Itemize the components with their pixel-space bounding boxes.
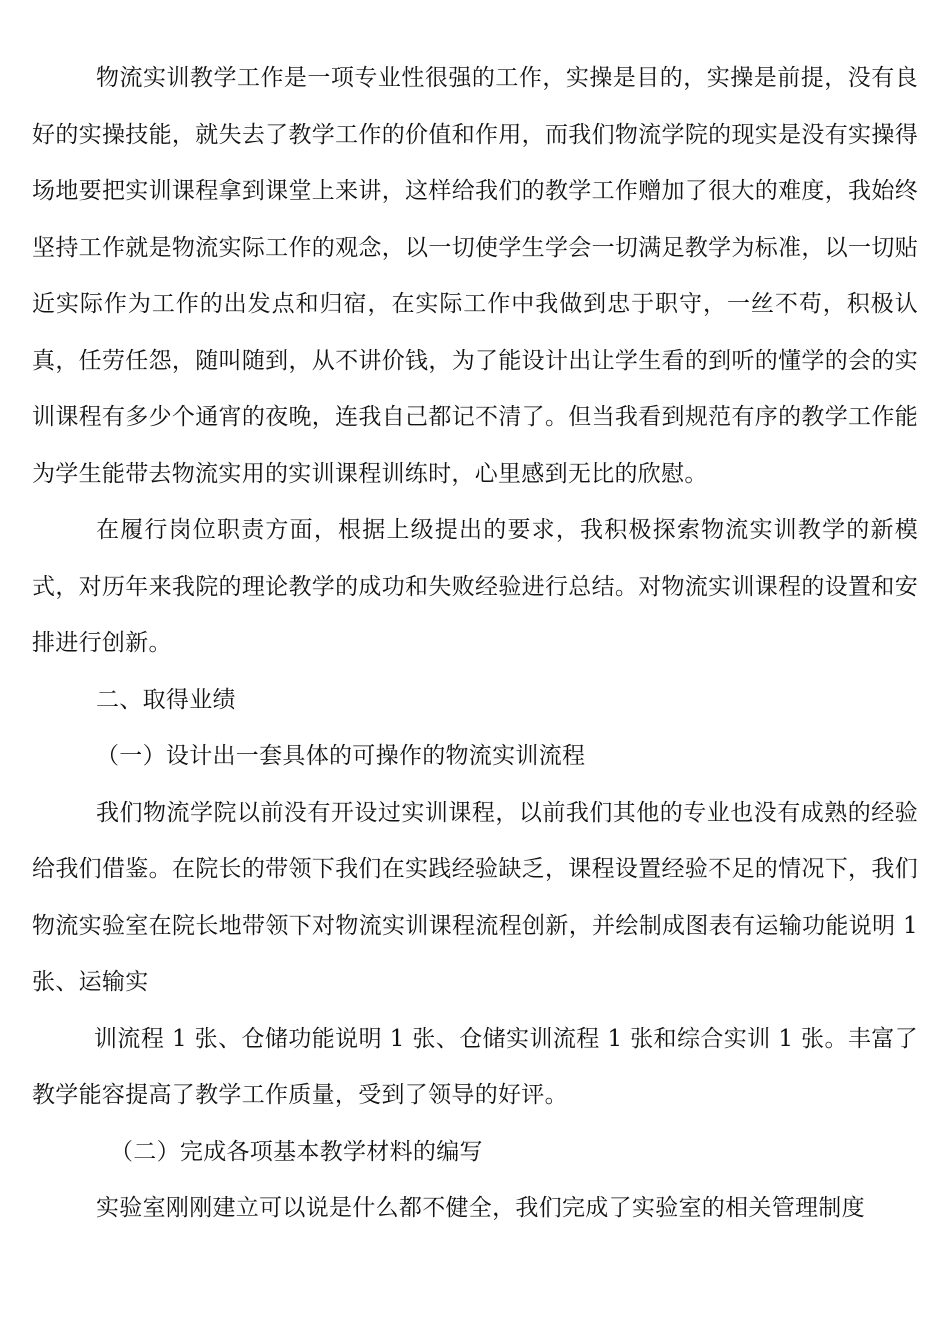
subsection-heading-teaching-materials: （二）完成各项基本教学材料的编写 [110, 1138, 483, 1165]
paragraph-lab-setup: 实验室刚刚建立可以说是什么都不健全，我们完成了实验室的相关管理制度 [96, 1195, 865, 1221]
document-page [32, 50, 918, 1237]
section-heading-achievements: 二、取得业绩 [96, 686, 236, 713]
subsection-heading-training-process: （一）设计出一套具体的可操作的物流实训流程 [96, 743, 586, 769]
paragraph-job-duties: 在履行岗位职责方面，根据上级提出的要求，我积极探索物流实训教学的新模式，对历年来我院的理论教学的成功和失败经验进行总结。对物流实训课程的设置和安排进行创新。 [32, 517, 918, 656]
paragraph-charts-list: 训流程 1 张、仓储功能说明 1 张、仓储实训流程 1 张和综合实训 1 张。丰富了教学能容提高了教学工作质量，受到了领导的好评。 [32, 1025, 918, 1108]
paragraph-training-work: 物流实训教学工作是一项专业性很强的工作，实操是目的，实操是前提，没有良好的实操技能，就失去了教学工作的价值和作用，而我们物流学院的现实是没有实操得场地要把实训课程拿到课堂上来讲，这样给我们的教学工作赠加了很大的难度，我始终坚持工作就是物流实际工作的观念，以一切使学生学会一切满足教学为标准，以一切贴近实际作为工作的出发点和归宿，在实际工作中我做到忠于职守，一丝不苟，积极认真，任劳任怨，随叫随到，从不讲价钱，为了能设计出让学生看的到听的懂学的会的实训课程有多少个通宵的夜晚，连我自己都记不清了。但当我看到规范有序的教学工作能为学生能带去物流实用的实训课程训练时，心里感到无比的欣慰。 [32, 65, 918, 487]
paragraph-process-innovation: 我们物流学院以前没有开设过实训课程，以前我们其他的专业也没有成熟的经验给我们借鉴。在院长的带领下我们在实践经验缺乏，课程设置经验不足的情况下，我们物流实验室在院长地带领下对物流实训课程流程创新，并绘制成图表有运输功能说明 1 张、运输实 [32, 799, 918, 995]
